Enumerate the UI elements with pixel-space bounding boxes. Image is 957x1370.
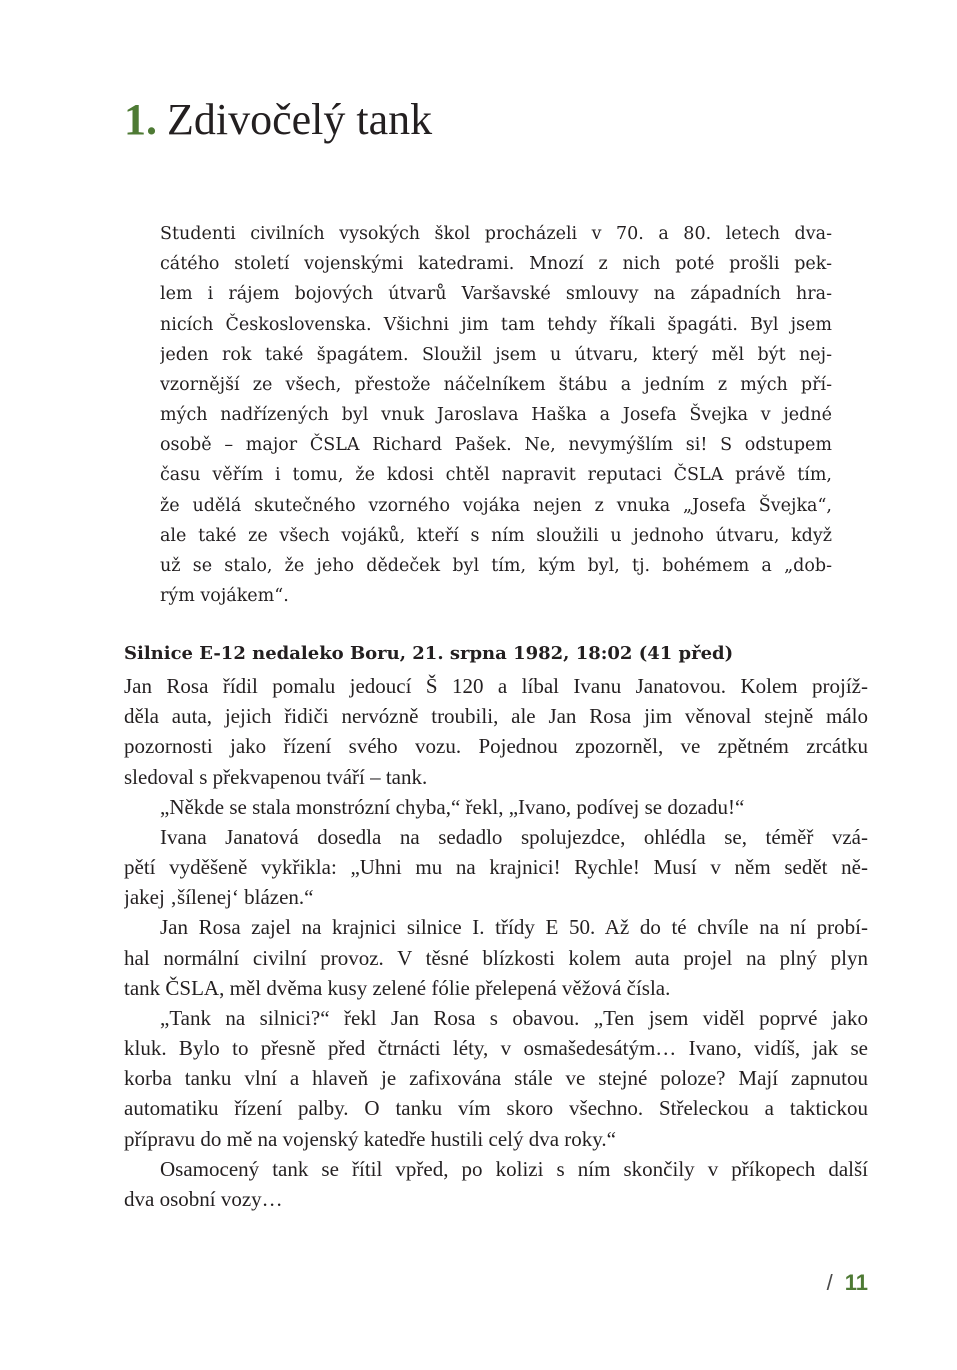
text-line: sledoval s překvapenou tváří – tank.	[124, 764, 428, 789]
paragraph	[124, 1003, 868, 1154]
intro-line: ale také ze všech vojáků, kteří s ním sloužili u jednoho útvaru, když	[160, 525, 832, 546]
page-separator: /	[826, 1270, 833, 1295]
section-heading: Silnice E-12 nedaleko Boru, 21. srpna 1982, 18:02 (41 před)	[124, 643, 734, 664]
intro-line: mých nadřízených byl vnuk Jaroslava Haška a Josefa Švejka v jedné	[160, 405, 832, 426]
text-line: Jan Rosa řídil pomalu jedoucí Š 120 a líbal Ivanu Janatovou. Kolem projíž-	[124, 674, 868, 698]
intro-line: nicích Československa. Všichni jim tam tehdy říkali špagáti. Byl jsem	[160, 314, 832, 335]
paragraph	[124, 792, 868, 822]
intro-line: že udělá skutečného vzorného vojáka nejen z vnuka „Josefa Švejka“,	[160, 495, 832, 516]
intro-line: Studenti civilních vysokých škol procházeli v 70. a 80. letech dva-	[160, 224, 832, 244]
paragraph	[124, 912, 868, 1003]
intro-line: vzornější ze všech, přestože náčelníkem štábu a jedním z mých pří-	[160, 374, 832, 395]
paragraph	[124, 671, 868, 792]
text-line: Osamocený tank se řítil vpřed, po kolizi s ním skončily v příkopech další	[160, 1156, 868, 1181]
text-line: automatiku řízení palby. O tanku vím skoro všechno. Střeleckou a taktickou	[124, 1096, 868, 1121]
paragraph	[124, 1154, 868, 1214]
paragraph	[124, 822, 868, 913]
intro-line: rým vojákem“.	[160, 586, 289, 607]
intro-line: jeden rok také špagátem. Sloužil jsem u útvaru, který měl být nej-	[160, 344, 832, 365]
body-text	[124, 671, 868, 1214]
text-line: pětí vyděšeně vykřikla: „Uhni mu na krajnici! Rychle! Musí v něm sedět ně-	[124, 855, 868, 880]
intro-line: osobě – major ČSLA Richard Pašek. Ne, nevymýšlím si! S odstupem	[160, 435, 832, 456]
text-line: přípravu do mě na vojenský katedře hustili celý dva roky.“	[124, 1126, 616, 1151]
text-line: kluk. Bylo to přesně před čtrnácti léty, v osmašedesátým… Ivano, vidíš, jak se	[124, 1036, 868, 1061]
intro-line: času věřím i tomu, že kdosi chtěl napravit reputaci ČSLA právě tím,	[160, 465, 832, 486]
text-line: tank ČSLA, měl dvěma kusy zelené fólie přelepená věžová čísla.	[124, 975, 671, 1000]
text-line: Ivana Janatová dosedla na sedadlo spolujezdce, ohlédla se, téměř vzá-	[160, 824, 868, 849]
text-line: pozornosti jako řízení svého vozu. Pojednou zpozorněl, ve zpětném zrcátku	[124, 734, 868, 759]
intro-line: lem i rájem bojových útvarů Varšavské smlouvy na západních hra-	[160, 284, 832, 305]
text-line: dva osobní vozy…	[124, 1186, 283, 1211]
text-line: korba tanku vlní a hlaveň je zafixována stále ve stejné poloze? Mají zapnutou	[124, 1066, 868, 1091]
text-line: děla auta, jejich řidiči nervózně troubili, ale Jan Rosa jim věnoval stejně málo	[124, 704, 868, 729]
intro-line: už se stalo, že jeho dědeček byl tím, kým byl, tj. bohémem a „dob-	[160, 555, 832, 576]
text-line: „Tank na silnici?“ řekl Jan Rosa s obavou. „Ten jsem viděl poprvé jako	[160, 1005, 868, 1030]
page-footer	[827, 1270, 868, 1299]
chapter-title	[124, 94, 432, 146]
intro-block	[160, 219, 832, 611]
text-line: „Někde se stala monstrózní chyba,“ řekl, „Ivano, podívej se dozadu!“	[160, 794, 745, 819]
text-line: hal normální civilní provoz. V těsné blízkosti kolem auta projel na plný plyn	[124, 945, 868, 970]
text-line: Jan Rosa zajel na krajnici silnice I. třídy E 50. Až do té chvíle na ní probí-	[160, 915, 868, 940]
text-line: jakej ‚šílenej‘ blázen.“	[124, 885, 314, 910]
intro-line: cátého století vojenskými katedrami. Mnozí z nich poté prošli pek-	[160, 254, 832, 275]
chapter-number: 1.	[124, 95, 157, 144]
chapter-title-text: Zdivočelý tank	[167, 95, 433, 144]
page-number: 11	[844, 1270, 868, 1295]
